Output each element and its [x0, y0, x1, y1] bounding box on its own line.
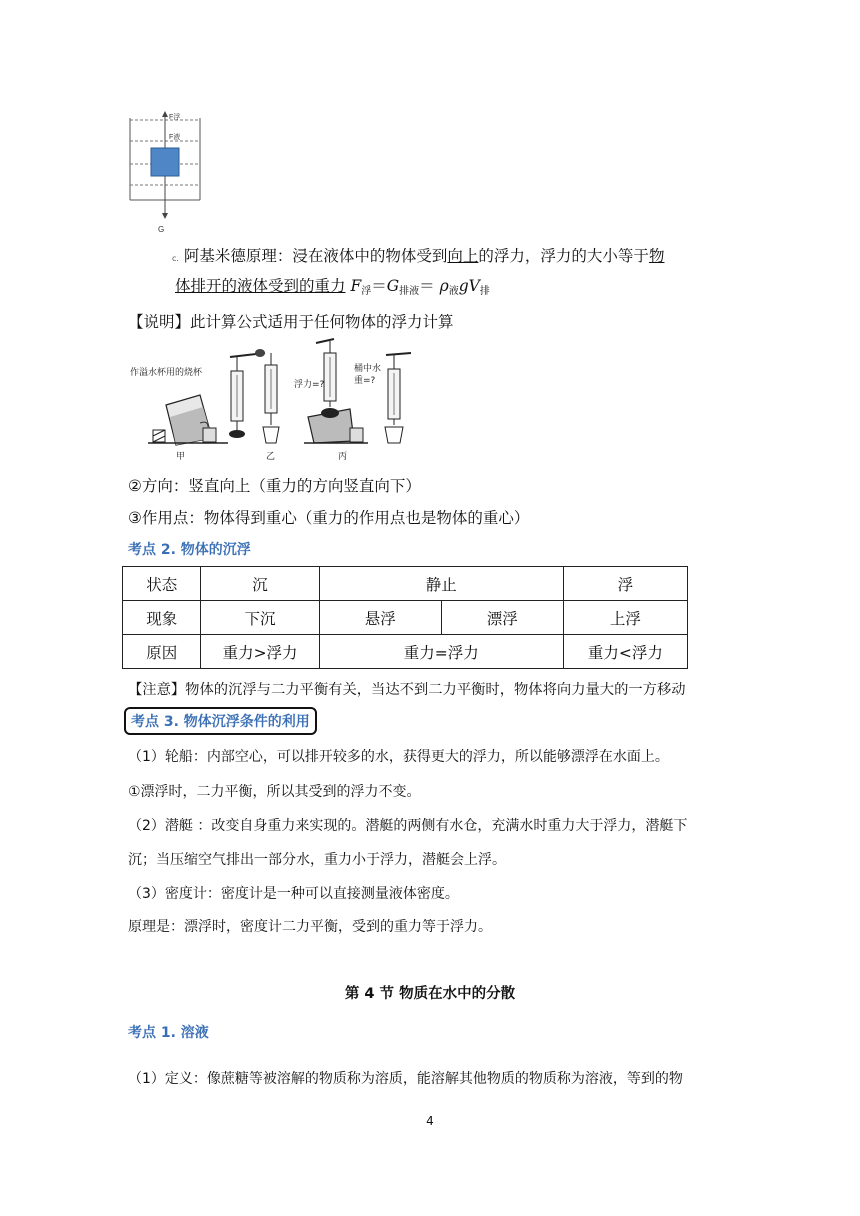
submarine-line1: （2）潜艇 ：改变自身重力来实现的。潜艇的两侧有水仓，充满水时重力大于浮力，潜艇下: [128, 818, 688, 834]
label-g: G: [158, 225, 165, 234]
note-explanation: 【说明】此计算公式适用于任何物体的浮力计算: [128, 313, 454, 331]
list-marker: c.: [172, 254, 179, 263]
label-yi: 乙: [266, 452, 276, 462]
archimedes-line1: c. 阿基米德原理：浸在液体中的物体受到向上的浮力，浮力的大小等于物: [172, 247, 665, 265]
kp2-heading: 考点 2. 物体的沉浮: [128, 542, 251, 558]
ship-line: （1）轮船：内部空心，可以排开较多的水，获得更大的浮力，所以能够漂浮在水面上。: [128, 749, 669, 765]
kp1-heading: 考点 1. 溶液: [128, 1025, 209, 1041]
note-caution: 【注意】物体的沉浮与二力平衡有关，当达不到二力平衡时，物体将向力量大的一方移动: [128, 682, 686, 698]
table-row: 原因 重力>浮力 重力=浮力 重力<浮力: [123, 635, 688, 669]
submarine-line2: 沉；当压缩空气排出一部分水，重力小于浮力，潜艇会上浮。: [128, 852, 506, 868]
label-buoyancy: 浮力=?: [294, 380, 325, 390]
page-number: 4: [426, 1114, 434, 1128]
ship-sub-line: ①漂浮时，二力平衡，所以其受到的浮力不变。: [128, 784, 421, 800]
underline-gravity: 体排开的液体受到的重力: [175, 277, 346, 295]
label-bucket-water: 桶中水: [354, 364, 382, 374]
overflow-experiment-figure: [128, 335, 418, 467]
section-title: 第 4 节 物质在水中的分散: [344, 986, 516, 1002]
submerged-block: [151, 148, 179, 176]
archimedes-line2: [175, 274, 490, 297]
underline-upward: 向上: [447, 247, 479, 265]
table-row: 状态 沉 静止 浮: [123, 567, 688, 601]
direction-line: ②方向：竖直向上（重力的方向竖直向下）: [128, 477, 421, 495]
label-beaker: 作溢水杯用的烧杯: [130, 368, 203, 378]
label-jia: 甲: [176, 452, 186, 462]
principle-line: 原理是：漂浮时，密度计二力平衡，受到的重力等于浮力。: [128, 919, 492, 935]
action-point-line: ③作用点：物体得到重心（重力的作用点也是物体的重心）: [128, 509, 530, 527]
hydrometer-line: （3）密度计：密度计是一种可以直接测量液体密度。: [128, 886, 459, 902]
buoyancy-force-diagram: [125, 108, 205, 236]
label-f1: F浮: [169, 114, 181, 121]
label-bucket-weight: 重=?: [354, 376, 376, 386]
table-row: 现象 下沉 悬浮 漂浮 上浮: [123, 601, 688, 635]
formula: $F_浮=G_{排液}= \rho_液gV_排$: [350, 277, 490, 297]
label-bing: 丙: [338, 452, 348, 462]
kp3-heading: 考点 3. 物体沉浮条件的利用: [124, 707, 317, 735]
sink-float-table: [122, 566, 688, 669]
label-f2: F液: [169, 134, 181, 141]
definition-line: （1）定义：像蔗糖等被溶解的物质称为溶质，能溶解其他物质的物质称为溶液，等到的物: [128, 1071, 683, 1087]
